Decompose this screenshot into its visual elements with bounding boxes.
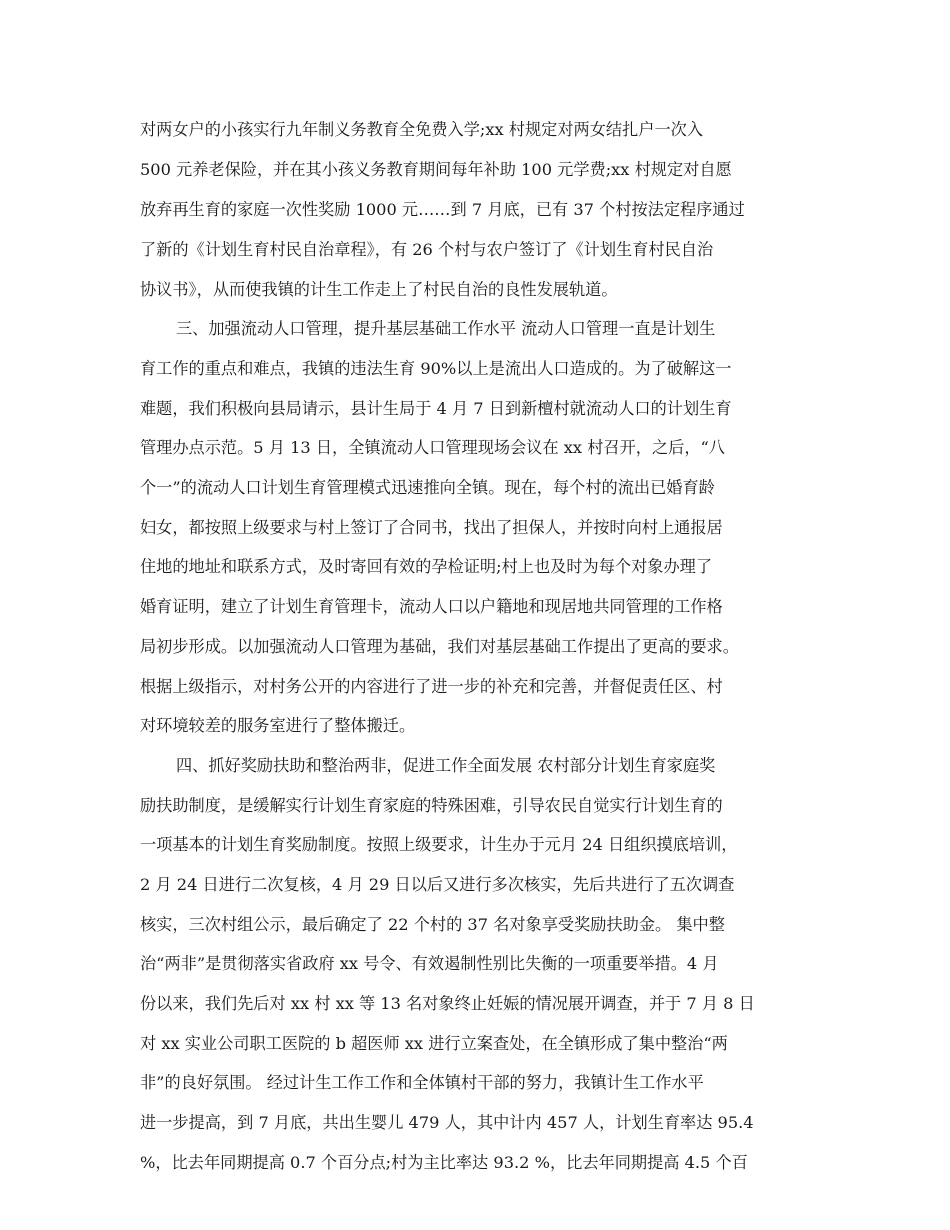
text-line: 妇女，都按照上级要求与村上签订了合同书，找出了担保人，并按时向村上通报居 [140, 518, 723, 537]
text-line: 对 xx 实业公司职工医院的 b 超医师 xx 进行立案查处，在全镇形成了集中整治“两 [140, 1034, 728, 1053]
text-line: 根据上级指示，对村务公开的内容进行了进一步的补充和完善，并督促责任区、村 [140, 677, 723, 696]
text-line: %，比去年同期提高 0.7 个百分点;村为主比率达 93.2 %，比去年同期提高 4.5 个百 [140, 1153, 748, 1172]
text-line: 难题，我们积极向县局请示，县计生局于 4 月 7 日到新檀村就流动人口的计划生育 [140, 399, 732, 418]
text-line: 非”的良好氛围。 经过计生工作工作和全体镇村干部的努力，我镇计生工作水平 [140, 1073, 704, 1092]
text-line: 核实，三次村组公示，最后确定了 22 个村的 37 名对象享受奖励扶助金。 集中整 [140, 915, 725, 934]
text-line: 对两女户的小孩实行九年制义务教育全免费入学;xx 村规定对两女结扎户一次入 [140, 120, 704, 139]
text-line: 婚育证明，建立了计划生育管理卡，流动人口以户籍地和现居地共同管理的工作格 [140, 597, 723, 616]
text-line: 协议书》，从而使我镇的计生工作走上了村民自治的良性发展轨道。 [140, 280, 618, 299]
text-line: 对环境较差的服务室进行了整体搬迁。 [140, 716, 416, 735]
text-line: 一项基本的计划生育奖励制度。按照上级要求，计生办于元月 24 日组织摸底培训， [140, 835, 738, 854]
text-line: 个一”的流动人口计划生育管理模式迅速推向全镇。现在，每个村的流出已婚育龄 [140, 478, 715, 497]
text-line: 放弃再生育的家庭一次性奖励 1000 元……到 7 月底，已有 37 个村按法定程序通过 [140, 200, 745, 219]
text-line: 进一步提高，到 7 月底，共出生婴儿 479 人，其中计内 457 人，计划生育率达 95.4 [140, 1113, 754, 1132]
text-line: 局初步形成。以加强流动人口管理为基础，我们对基层基础工作提出了更高的要求。 [140, 637, 739, 656]
text-line: 励扶助制度，是缓解实行计划生育家庭的特殊困难，引导农民自觉实行计划生育的 [140, 796, 723, 815]
paragraph-3-heading-line: 三、加强流动人口管理，提升基层基础工作水平 流动人口管理一直是计划生 [176, 319, 716, 338]
text-line: 2 月 24 日进行二次复核，4 月 29 日以后又进行多次核实，先后共进行了五次调查 [140, 875, 735, 894]
paragraph-4-heading-line: 四、抓好奖励扶助和整治两非，促进工作全面发展 农村部分计划生育家庭奖 [176, 756, 716, 775]
text-line: 住地的地址和联系方式，及时寄回有效的孕检证明;村上也及时为每个对象办理了 [140, 557, 713, 576]
text-line: 了新的《计划生育村民自治章程》，有 26 个村与农户签订了《计划生育村民自治 [140, 240, 714, 259]
text-line: 份以来，我们先后对 xx 村 xx 等 13 名对象终止妊娠的情况展开调查，并于 7 月 8 日 [140, 994, 755, 1013]
text-line: 育工作的重点和难点，我镇的违法生育 90%以上是流出人口造成的。为了破解这一 [140, 359, 732, 378]
text-line: 治“两非”是贯彻落实省政府 xx 号令、有效遏制性别比失衡的一项重要举措。4 月 [140, 954, 719, 973]
text-line: 管理办点示范。5 月 13 日，全镇流动人口管理现场会议在 xx 村召开，之后，“八 [140, 438, 725, 457]
text-line: 500 元养老保险，并在其小孩义务教育期间每年补助 100 元学费;xx 村规定对自愿 [140, 160, 732, 179]
